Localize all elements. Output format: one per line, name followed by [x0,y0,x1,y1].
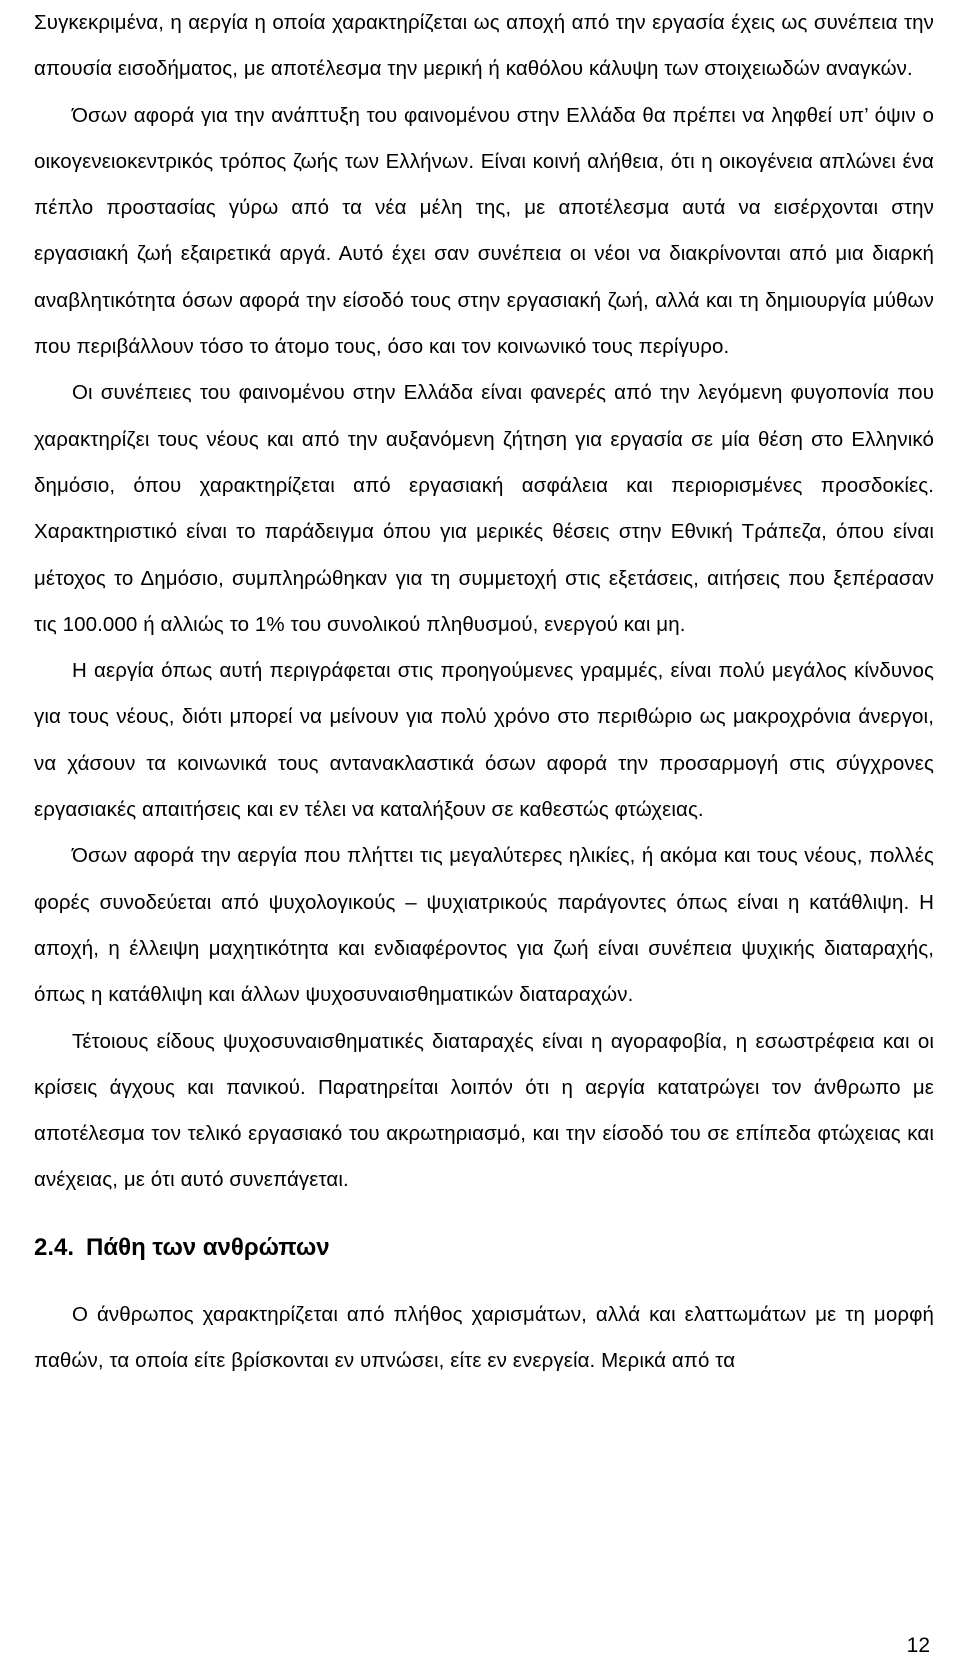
paragraph-5: Όσων αφορά την αεργία που πλήττει τις μεγαλύτερες ηλικίες, ή ακόμα και τους νέους, πολλές φορές συνοδεύεται από ψυχολογικούς – ψυχιατρικούς παράγοντες όπως είναι η κατάθλιψη. Η αποχή, η έλλειψη μαχητικότητα και ενδιαφέροντος για ζωή είναι συνέπεια ψυχικής διαταραχής, όπως η κατάθλιψη και άλλων ψυχοσυναισθηματικών διαταραχών. [34,844,934,1007]
document-page [34,0,934,1678]
paragraph-6: Τέτοιους είδους ψυχοσυναισθηματικές διαταραχές είναι η αγοραφοβία, η εσωστρέφεια και οι κρίσεις άγχους και πανικού. Παρατηρείται λοιπόν ότι η αεργία κατατρώγει τον άνθρωπο με αποτέλεσμα τον τελικό εργασιακό του ακρωτηριασμό, και την είσοδό του σε επίπεδα φτώχειας και ανέχειας, με ότι αυτό συνεπάγεται. [34,1029,934,1192]
paragraph-4: Η αεργία όπως αυτή περιγράφεται στις προηγούμενες γραμμές, είναι πολύ μεγάλος κίνδυνος για τους νέους, διότι μπορεί να μείνουν για πολύ χρόνο στο περιθώριο ως μακροχρόνια άνεργοι, να χάσουν τα κοινωνικά τους αντανακλαστικά όσων αφορά την προσαρμογή στις σύγχρονες εργασιακές απαιτήσεις και εν τέλει να καταλήξουν σε καθεστώς φτώχειας. [34,659,934,822]
section-number: 2.4. [34,1233,75,1261]
section-heading [34,1220,934,1276]
section-title: Πάθη των ανθρώπων [86,1233,330,1261]
page-number: 12 [906,1634,930,1657]
paragraph-2: Όσων αφορά για την ανάπτυξη του φαινομένου στην Ελλάδα θα πρέπει να ληφθεί υπ’ όψιν ο οικογενειοκεντρικός τρόπος ζωής των Ελλήνων. Είναι κοινή αλήθεια, ότι η οικογένεια απλώνει ένα πέπλο προστασίας γύρω από τα νέα μέλη της, με αποτέλεσμα αυτά να εισέρχονται στην εργασιακή ζωή εξαιρετικά αργά. Αυτό έχει σαν συνέπεια οι νέοι να διακρίνονται από μια διαρκή αναβλητικότητα όσων αφορά την είσοδό τους στην εργασιακή ζωή, αλλά και τη δημιουργία μύθων που περιβάλλουν τόσο το άτομο τους, όσο και τον κοινωνικό τους περίγυρο. [34,103,934,359]
section-paragraph-1: Ο άνθρωπος χαρακτηρίζεται από πλήθος χαρισμάτων, αλλά και ελαττωμάτων με τη μορφή παθών, τα οποία είτε βρίσκονται εν υπνώσει, είτε εν ενεργεία. Μερικά από τα [34,1302,934,1373]
paragraph-3: Οι συνέπειες του φαινομένου στην Ελλάδα είναι φανερές από την λεγόμενη φυγοπονία που χαρακτηρίζει τους νέους και από την αυξανόμενη ζήτηση για εργασία σε μία θέση στο Ελληνικό δημόσιο, όπου χαρακτηρίζεται από εργασιακή ασφάλεια και περιορισμένες προσδοκίες. Χαρακτηριστικό είναι το παράδειγμα όπου για μερικές θέσεις στην Εθνική Τράπεζα, όπου είναι μέτοχος το Δημόσιο, συμπληρώθηκαν για τη συμμετοχή στις εξετάσεις, αιτήσεις που ξεπέρασαν τις 100.000 ή αλλιώς το 1% του συνολικού πληθυσμού, ενεργού και μη. [34,381,934,636]
paragraph-1: Συγκεκριμένα, η αεργία η οποία χαρακτηρίζεται ως αποχή από την εργασία έχεις ως συνέπεια την απουσία εισοδήματος, με αποτέλεσμα την μερική ή καθόλου κάλυψη των στοιχειωδών αναγκών. [34,11,934,81]
